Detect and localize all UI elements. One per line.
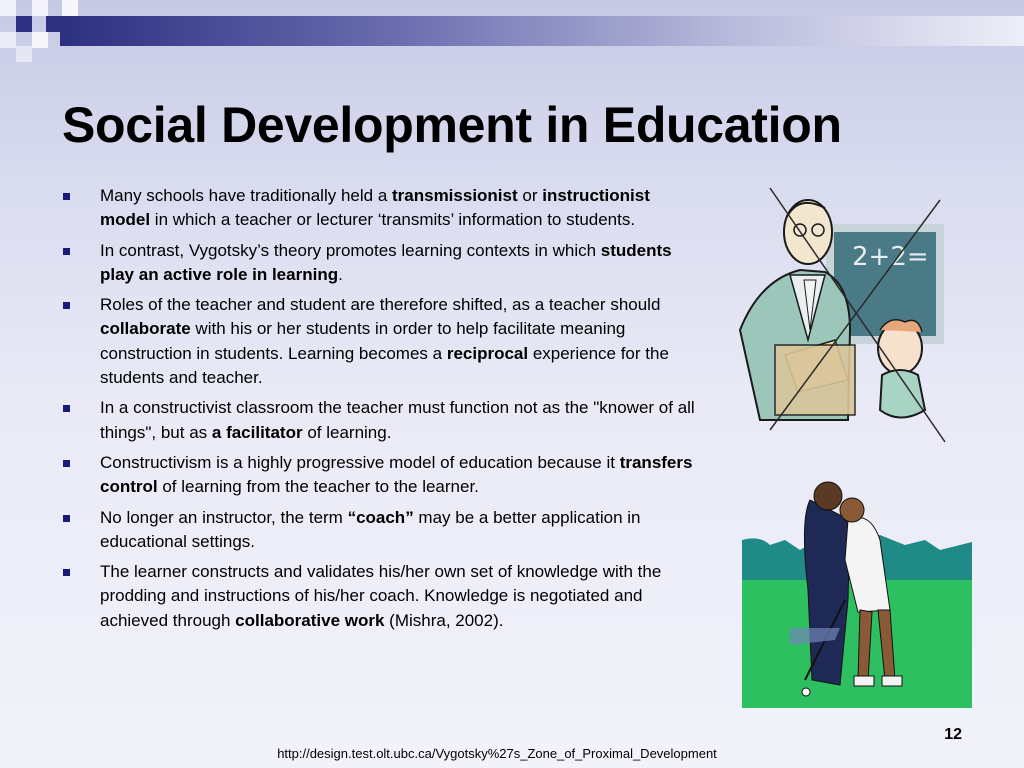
bullet-marker-icon [63,302,70,309]
source-url-container [0,746,1024,761]
bullet-text: No longer an instructor, the term [100,507,348,527]
bullet-emphasis: collaborate [100,319,191,339]
bullet-list [62,184,702,639]
slide-title: Social Development in Education [62,97,842,153]
bullet-text: (Mishra, 2002). [384,610,504,630]
bullet-marker-icon [63,405,70,412]
bullet-text: Constructivism is a highly progressive model of education because it [100,452,620,472]
bullet-emphasis: transfers control [100,452,693,497]
bullet-emphasis: transmissionist [392,186,518,205]
chalkboard-text: 2+2= [852,242,929,272]
bullet-text: In a constructivist classroom the teacher must function not as the "knower of all things", but as [100,398,695,442]
bullet-text: of learning. [302,422,392,442]
golf-ball [802,688,810,696]
bullet-item [62,239,702,288]
bullet-text: in which a teacher or lecturer ‘transmits’ information to students. [150,210,636,230]
bullet-item [62,451,702,500]
bullet-text: The learner constructs and validates his/her own set of knowledge with the prodding and instructions of his/her coach. Knowledge is negotiated and achieved through [100,562,662,630]
bullet-item [62,293,702,390]
bullet-emphasis: students play an active role in learning [100,240,672,284]
bullet-emphasis: collaborative work [235,610,385,630]
bullet-text: or [517,186,543,205]
bullet-text: In contrast, Vygotsky’s theory promotes learning contexts in which [100,240,601,260]
bullet-text: Many schools have traditionally held a [100,186,392,205]
bullet-text: with his or her students in order to help facilitate meaning construction in students. Learning becomes a [100,319,626,363]
bullet-emphasis: “coach” [347,507,414,527]
bullet-marker-icon [63,515,70,522]
bullet-emphasis: instructionist model [100,186,650,230]
bullet-marker-icon [63,248,70,255]
bullet-emphasis: reciprocal [446,343,529,363]
bullet-item [62,506,702,555]
teacher-clipart [730,180,960,445]
bullet-emphasis: a facilitator [211,422,303,442]
bullet-text: experience for the students and teacher. [100,343,669,388]
page-number: 12 [944,726,962,743]
bullet-text: of learning from the teacher to the learner. [157,477,479,497]
header-decoration [0,0,1024,62]
bullet-text: Roles of the teacher and student are therefore shifted, as a teacher should [100,295,661,315]
bullet-marker-icon [63,460,70,467]
golf-coaching-clipart [740,480,975,710]
bullet-text: may be a better application in educational settings. [100,507,641,551]
bullet-marker-icon [63,193,70,200]
source-url[interactable]: http://design.test.olt.ubc.ca/Vygotsky%27s_Zone_of_Proximal_Development [277,746,717,761]
bullet-item [62,560,702,633]
bullet-item [62,396,702,445]
bullet-marker-icon [63,569,70,576]
bullet-text: . [338,264,343,284]
bullet-item [62,184,702,233]
